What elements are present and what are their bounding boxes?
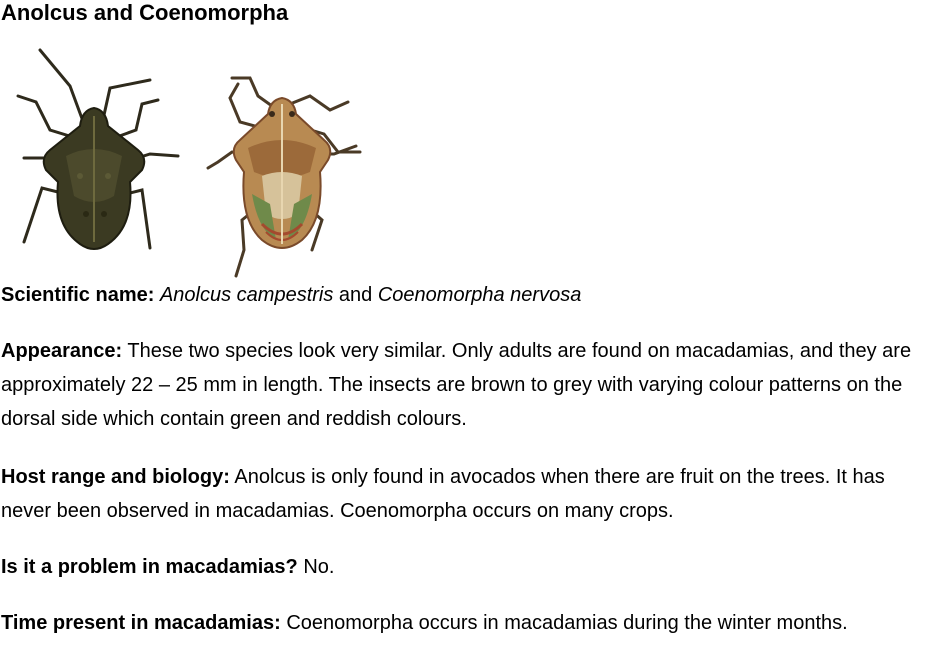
- host-range-label: Host range and biology:: [1, 466, 230, 488]
- host-range-text: Anolcus is only found in avocados when there are fruit on the trees. It has never been observed in macadamias. Coenomorpha occurs on many crops.: [1, 466, 885, 522]
- appearance-text: These two species look very similar. Only adults are found on macadamias, and they are approximately 22 – 25 mm in length. The insects are brown to grey with varying colour patterns on the dorsal side which contain green and reddish colours.: [1, 340, 912, 430]
- species-conjunction: and: [338, 284, 373, 306]
- scientific-name-label: Scientific name:: [1, 284, 155, 306]
- bug-images: [0, 44, 370, 280]
- scientific-name-paragraph: [1, 278, 937, 312]
- host-range-paragraph: [1, 460, 937, 528]
- problem-label: Is it a problem in macadamias?: [1, 556, 298, 578]
- time-present-paragraph: [1, 606, 937, 640]
- time-present-text: Coenomorpha occurs in macadamias during the winter months.: [286, 612, 848, 634]
- appearance-label: Appearance:: [1, 340, 123, 362]
- problem-text: No.: [303, 556, 335, 578]
- species-name-coenomorpha: Coenomorpha nervosa: [377, 284, 582, 306]
- problem-paragraph: [1, 550, 937, 584]
- page-title: Anolcus and Coenomorpha: [1, 0, 289, 25]
- coenomorpha-nervosa-photo: [200, 44, 370, 280]
- species-name-anolcus: Anolcus campestris: [159, 284, 334, 306]
- anolcus-campestris-photo: [10, 46, 190, 256]
- time-present-label: Time present in macadamias:: [1, 612, 281, 634]
- appearance-paragraph: [1, 334, 937, 436]
